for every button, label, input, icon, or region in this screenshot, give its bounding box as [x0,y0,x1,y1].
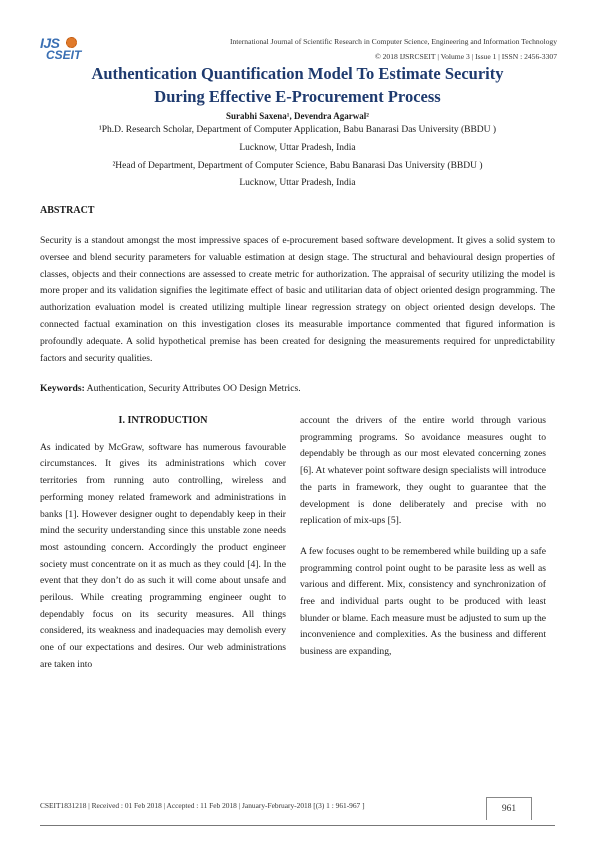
section-heading-introduction: I. INTRODUCTION [118,415,208,426]
abstract-heading: ABSTRACT [40,205,95,216]
intro-paragraph-3: A few focuses ought to be remembered while building up a safe programming control point ought to be parasite less as well as various and different. Mix, consistency and synchronization of free and individual parts ought to be produced with least blunder or blame. Each measure must be adjusted to sum up the inconvenience and complexities. As the business and different business are expanding, [300,545,546,658]
journal-issue: © 2018 IJSRCSEIT | Volume 3 | Issue 1 | ISSN : 2456-3307 [374,52,557,61]
gear-icon [66,37,77,48]
affiliation-2-location: Lucknow, Uttar Pradesh, India [239,178,356,188]
footer-divider [40,825,555,826]
intro-paragraph-1: As indicated by McGraw, software has numerous favourable circumstances. It gives its administrations which cover territories from running auto controlling, wireless and performing money related framework and administrations in banks [1]. However designer ought to dependably keep in their mind the security understanding since this unstable zone needs most astounding concern. Accordingly the product engineer society must concentrate on it as much as they could [4]. In the event that they don’t do as such it will come about unsafe and perilous. While creating programming engineer ought to dependably focus on its security measures. All things considered, its weakness and inadequacies may demolish every one of our expectations and desires. Our web administrations are taken into [40,441,286,670]
authors: Surabhi Saxena¹, Devendra Agarwal² [226,111,369,121]
affiliation-1: ¹Ph.D. Research Scholar, Department of Computer Application, Babu Banarasi Das University (BBDU ) [98,125,497,135]
paper-title-line1: Authentication Quantification Model To Estimate Security [91,64,504,83]
left-column [40,413,286,688]
logo-text-top: IJS [40,35,60,51]
journal-name: International Journal of Scientific Research in Computer Science, Engineering and Information Technology [229,37,557,46]
affiliation-1-location: Lucknow, Uttar Pradesh, India [239,143,356,153]
paper-title-line2: During Effective E-Procurement Process [154,87,441,106]
keywords-label: Keywords: [40,383,85,394]
journal-logo [40,35,90,65]
footer-citation: CSEIT1831218 | Received : 01 Feb 2018 | Accepted : 11 Feb 2018 | January-February-2018 [(3) 1 : 961-967 ] [40,801,365,810]
page-number: 961 [486,797,532,820]
intro-paragraph-2: account the drivers of the entire world through various programming programs. So avoidance measures ought to dependably be through as our most elevated concerning zones [6]. At whatever point software design specialists will introduce the parts in framework, they ought to guarantee that the development is done deliberately and precise with no replication of mix-ups [5]. [300,415,546,527]
logo-text-bottom: CSEIT [46,48,82,62]
abstract-text: Security is a standout amongst the most impressive spaces of e-procurement based software development. It gives a solid system to oversee and blend security parameters for valuable estimation at design stage. The structural and behavioural design properties of classes, objects and their connections are assessed to create metric for authorization. The appraisal of security utilizing the model is more proper and its validation signifies the legitimate effect of basic and utilitarian data of object oriented design programming. The authorization evaluation model is created utilizing multiple linear regression strategy on object oriented design develops. The connected factual examination on this investigation closes its measurable importance commented that figured information is profoundly adequate. A solid hypothetical premise has been created for designing the measurements required for unpredictability factors and security qualities. [40,235,555,364]
affiliation-2: ²Head of Department, Department of Computer Science, Babu Banarasi Das University (BBDU ) [112,161,483,171]
keywords [40,383,301,394]
right-column [300,413,546,675]
keywords-text: Authentication, Security Attributes OO Design Metrics. [84,383,301,394]
